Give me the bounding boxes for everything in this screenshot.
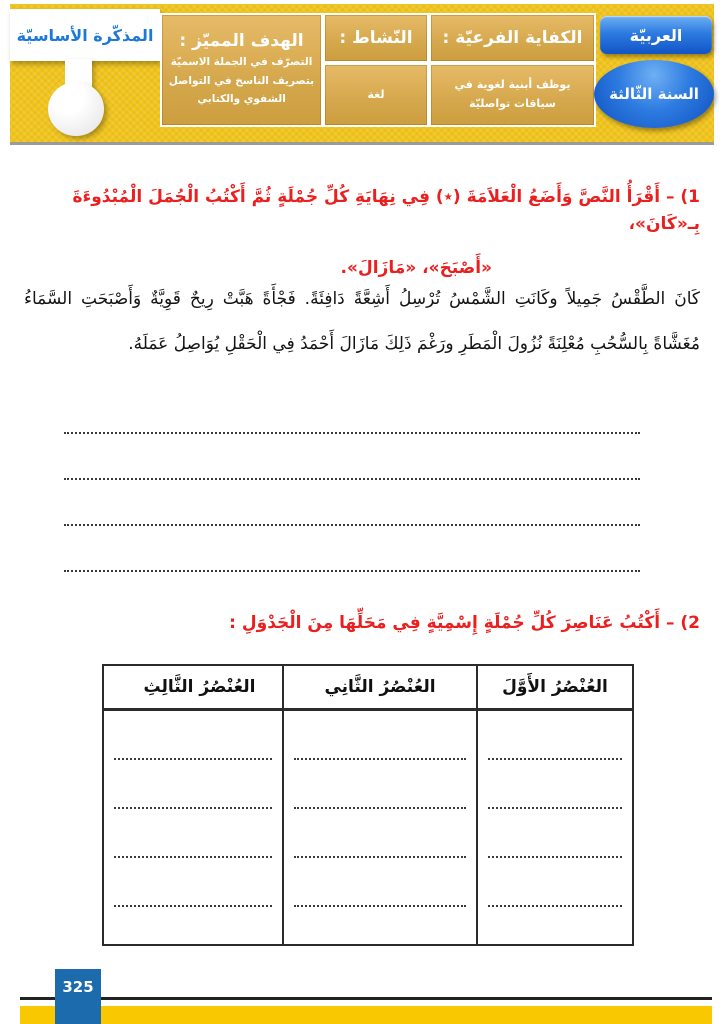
- activity-value: لغة: [367, 87, 385, 101]
- year-badge-label: السنة الثّالثة: [609, 85, 699, 103]
- answer-line[interactable]: [114, 809, 272, 858]
- answer-line[interactable]: [488, 711, 622, 760]
- page-number: 325: [62, 978, 94, 996]
- memo-tag-label: المذكّرة الأساسيّة: [16, 25, 154, 45]
- answer-line[interactable]: [294, 760, 466, 809]
- activity-column: [323, 13, 429, 127]
- exercise1-answer-area: [64, 388, 640, 572]
- competency-title: الكفاية الفرعيّة :: [442, 28, 583, 48]
- answer-line[interactable]: [114, 711, 272, 760]
- cell-answer-lines: [104, 711, 282, 907]
- table-body-row: [103, 709, 633, 945]
- table-cell-second-element[interactable]: [283, 709, 477, 945]
- answer-line[interactable]: [294, 711, 466, 760]
- table-cell-first-element[interactable]: [477, 709, 633, 945]
- answer-line[interactable]: [64, 388, 640, 434]
- answer-line[interactable]: [294, 858, 466, 907]
- competency-column: [429, 13, 596, 127]
- competency-body-cell: [429, 63, 596, 127]
- answer-line[interactable]: [488, 809, 622, 858]
- exercise1-prompt-line2: «أَصْبَحَ»، «مَازَالَ».: [340, 258, 492, 279]
- table-header-third-element: العُنْصُرُ الثَّالِثِ: [103, 665, 283, 709]
- memo-tag: [10, 9, 160, 61]
- exercise1-passage: كَانَ الطَّقْسُ جَمِيلاً وكَانَتِ الشَّمْسُ تُرْسِلُ أَشِعَّةً دَافِئَةً. فَجْأَةً هَبَّتْ رِيحٌ قَوِيَّةٌ وَأَصْبَحَتِ السَّمَاءُ مُغَشَّاةً بِالسُّحُبِ مُعْلِنَةً نُزُولَ الْمَطَرِ ورَغْمَ ذَلِكَ مَازَالَ أَحْمَدُ فِي الْحَقْلِ يُوَاصِلُ عَمَلَهُ.: [24, 289, 700, 354]
- answer-line[interactable]: [114, 858, 272, 907]
- goal-cell: [160, 13, 323, 127]
- footer-rule: [20, 997, 712, 1000]
- exercise2-table: [102, 664, 634, 946]
- goal-title: الهدف المميّز :: [179, 31, 304, 52]
- goal-column: [160, 13, 323, 127]
- exercise1-prompt-line1: 1) – أَقْرَأُ النَّصَّ وَأَضَعُ الْعَلاَمَةَ (٭) فِي نِهَايَةِ كُلِّ جُمْلَةٍ ثُمَّ أَكْتُبُ الْجُمَلَ الْمُبْدُوءَةَ بِـ«كَانَ»،: [72, 187, 700, 235]
- answer-line[interactable]: [114, 760, 272, 809]
- page-number-badge: [55, 969, 101, 1024]
- activity-value-cell: [323, 63, 429, 127]
- subject-badge: [600, 16, 712, 54]
- answer-line[interactable]: [488, 760, 622, 809]
- competency-body: يوظف أبنية لغوية في سياقات تواصليّة: [454, 78, 571, 110]
- table-header-row: [103, 665, 633, 709]
- cell-answer-lines: [478, 711, 632, 907]
- goal-body: التصرّف في الجملة الاسميّة بتصريف الناسخ في التواصل الشفوي والكتابي: [168, 56, 315, 106]
- subject-badge-label: العربيّة: [629, 25, 683, 45]
- answer-line[interactable]: [64, 434, 640, 480]
- year-badge: [594, 60, 714, 128]
- competency-title-cell: [429, 13, 596, 63]
- table-cell-third-element[interactable]: [103, 709, 283, 945]
- answer-line[interactable]: [64, 480, 640, 526]
- memo-pin-ball-icon: [48, 82, 104, 136]
- header-band: [10, 4, 714, 145]
- answer-line[interactable]: [488, 858, 622, 907]
- cell-answer-lines: [284, 711, 476, 907]
- activity-title: النّشاط :: [339, 28, 413, 48]
- answer-line[interactable]: [64, 526, 640, 572]
- footer-yellow-bar: [20, 1006, 712, 1024]
- answer-line[interactable]: [294, 809, 466, 858]
- header-info-table: [160, 13, 596, 127]
- activity-title-cell: [323, 13, 429, 63]
- exercise2-prompt: 2) – أَكْتُبُ عَنَاصِرَ كُلِّ جُمْلَةٍ إِسْمِيَّةٍ فِي مَحَلِّهَا مِنَ الْجَدْوَلِ :: [229, 613, 700, 633]
- table-header-second-element: العُنْصُرُ الثَّانِي: [283, 665, 477, 709]
- exercise1-prompt: [24, 184, 700, 283]
- table-header-first-element: العُنْصُرُ الأَوَّلَ: [477, 665, 633, 709]
